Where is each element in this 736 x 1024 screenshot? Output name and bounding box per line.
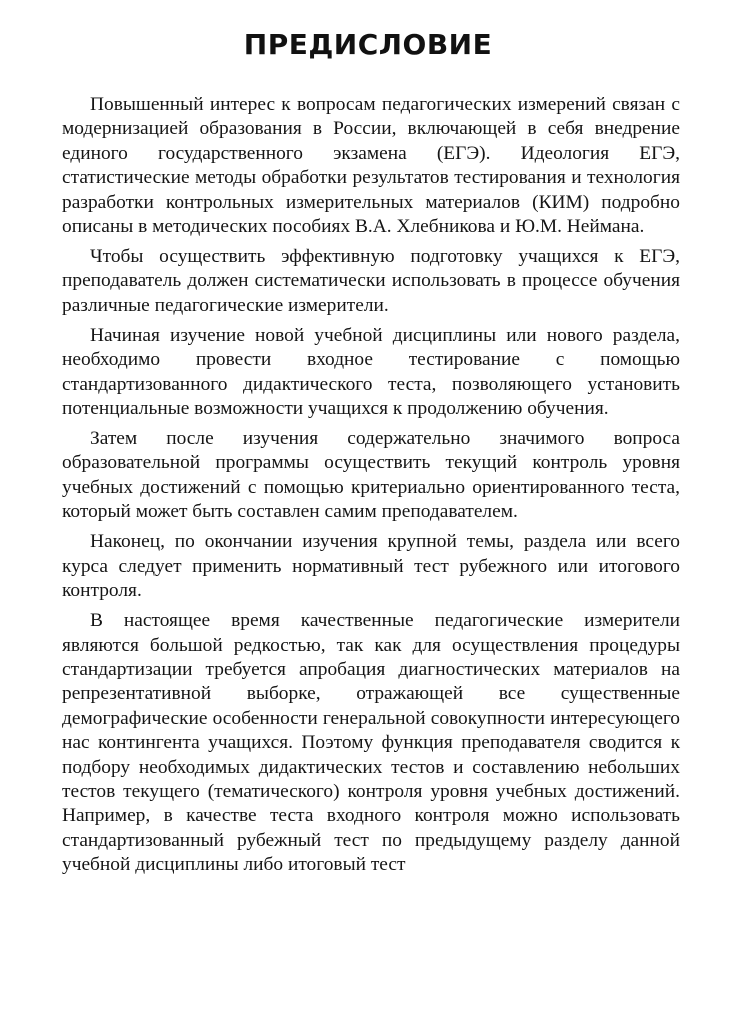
body-text — [62, 93, 680, 883]
paragraph-4: Затем после изучения содержательно значимого вопроса образовательной программы осуществить текущий контроль уровня учебных достижений с помощью критериально ориентированного теста, который может быть составлен самим преподавателем. — [62, 428, 680, 523]
page-title: ПРЕДИСЛОВИЕ — [243, 28, 493, 61]
paragraph-2: Чтобы осуществить эффективную подготовку учащихся к ЕГЭ, преподаватель должен систематически использовать в процессе обучения различные педагогические измерители. — [62, 246, 680, 316]
paragraph-5: Наконец, по окончании изучения крупной темы, раздела или всего курса следует применить нормативный тест рубежного или итогового контроля. — [62, 531, 680, 602]
paragraph-3: Начиная изучение новой учебной дисциплины или нового раздела, необходимо провести входное тестирование с помощью стандартизованного дидактического теста, позволяющего установить потенциальные возможности учащихся к продолжению обучения. — [62, 324, 680, 420]
paragraph-1: Повышенный интерес к вопросам педагогических измерений связан с модернизацией образования в России, включающей в себя внедрение единого государственного экзамена (ЕГЭ). Идеология ЕГЭ, статистические методы обработки результатов тестирования и технология разработки контрольных измерительных материалов (КИМ) подробно описаны в методических пособиях В.А. Хлебникова и Ю.М. Неймана. — [62, 94, 680, 238]
paragraph-6: В настоящее время качественные педагогические измерители являются большой редкостью, так как для осуществления процедуры стандартизации требуется апробация диагностических материалов на репрезентативной выборке, отражающей все существенные демографические особенности генеральной совокупности интересующего нас контингента учащихся. Поэтому функция преподавателя сводится к подбору необходимых дидактических тестов и составлению небольших тестов текущего (тематического) контроля уровня учебных достижений. Например, в качестве теста входного контроля можно использовать стандартизованный рубежный тест по предыдущему разделу данной учебной дисциплины либо итоговый тест — [62, 610, 680, 876]
